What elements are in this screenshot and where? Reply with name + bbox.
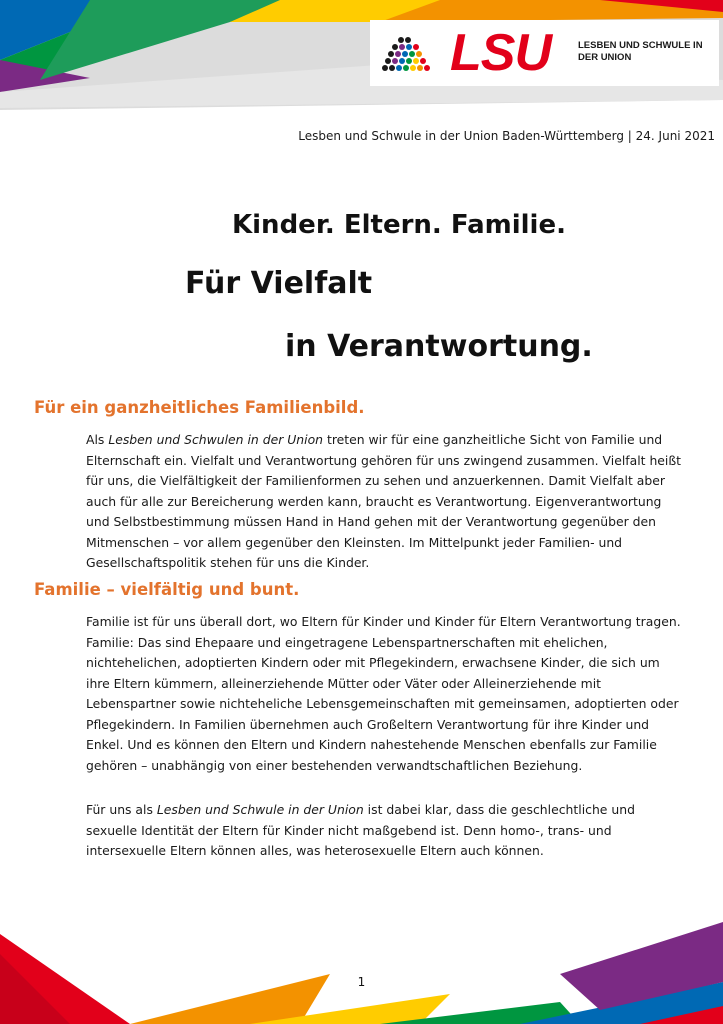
dot-grid-icon bbox=[380, 34, 430, 74]
lsu-logo bbox=[370, 20, 719, 86]
paragraph-text: Für uns als bbox=[86, 802, 157, 817]
emphasized-text: Lesben und Schwulen in der Union bbox=[108, 432, 324, 447]
logo-wordmark: LSU bbox=[450, 24, 551, 82]
title-line-3: in Verantwortung. bbox=[285, 329, 593, 364]
emphasized-text: Lesben und Schwule in der Union bbox=[156, 802, 364, 817]
title-line-2: Für Vielfalt bbox=[185, 266, 373, 301]
paragraph-text: treten wir für eine ganzheitliche Sicht von Familie und Elternschaft ein. Vielfalt und Verantwortung gehören für uns zwingend zusammen. Vielfalt heißt für uns, die Vielfältigkeit der Familienformen zu sehen und anzuerkennen. Damit Vielfalt aber auch für alle zur Bereicherung werden kann, braucht es Verantwortung. Eigenverantwortung und Selbstbestimmung müssen Hand in Hand gehen mit der Verantwortung gegenüber den Mitmenschen – vor allem gegenüber den Kleinsten. Im Mittelpunkt jeder Familien- und Gesellschaftspolitik stehen für uns die Kinder. bbox=[86, 432, 682, 570]
document-header: Lesben und Schwule in der Union Baden-Württemberg | 24. Juni 2021 bbox=[298, 129, 715, 143]
body-paragraph bbox=[86, 800, 686, 862]
section-heading: Familie – vielfältig und bunt. bbox=[34, 580, 300, 599]
body-paragraph: Familie ist für uns überall dort, wo Eltern für Kinder und Kinder für Eltern Verantwortung tragen. Familie: Das sind Ehepaare und eingetragene Lebenspartnerschaften mit ehelichen, nichtehelichen, adoptierten Kindern oder mit Pflegekindern, erwachsene Kinder, die sich um ihre Eltern kümmern, alleinerziehende Mütter oder Väter oder Alleinerziehende mit Lebenspartner sowie nichteheliche Lebensgemeinschaften mit gemeinsamen, adoptierten oder Pflegekindern. In Familien übernehmen auch Großeltern Verantwortung für ihre Kinder und Enkel. Und es können den Eltern und Kindern nahestehende Menschen ebenfalls zur Familie gehören – unabhängig von einer bestehenden verwandtschaftlichen Beziehung. bbox=[86, 614, 681, 773]
page-number: 1 bbox=[357, 975, 366, 989]
body-paragraph bbox=[86, 430, 686, 574]
title-line-1: Kinder. Eltern. Familie. bbox=[232, 210, 566, 240]
section-heading: Für ein ganzheitliches Familienbild. bbox=[34, 398, 365, 417]
paragraph-text: Als bbox=[86, 432, 109, 447]
logo-subtitle: LESBEN UND SCHWULE IN DER UNION bbox=[578, 40, 703, 63]
paragraph-text: ist dabei klar, dass die geschlechtliche und sexuelle Identität der Eltern für Kinder nicht maßgebend ist. Denn homo-, trans- und intersexuelle Eltern können alles, was heterosexuelle Eltern auch können. bbox=[86, 802, 635, 858]
rainbow-decoration-bottom bbox=[0, 914, 723, 1024]
